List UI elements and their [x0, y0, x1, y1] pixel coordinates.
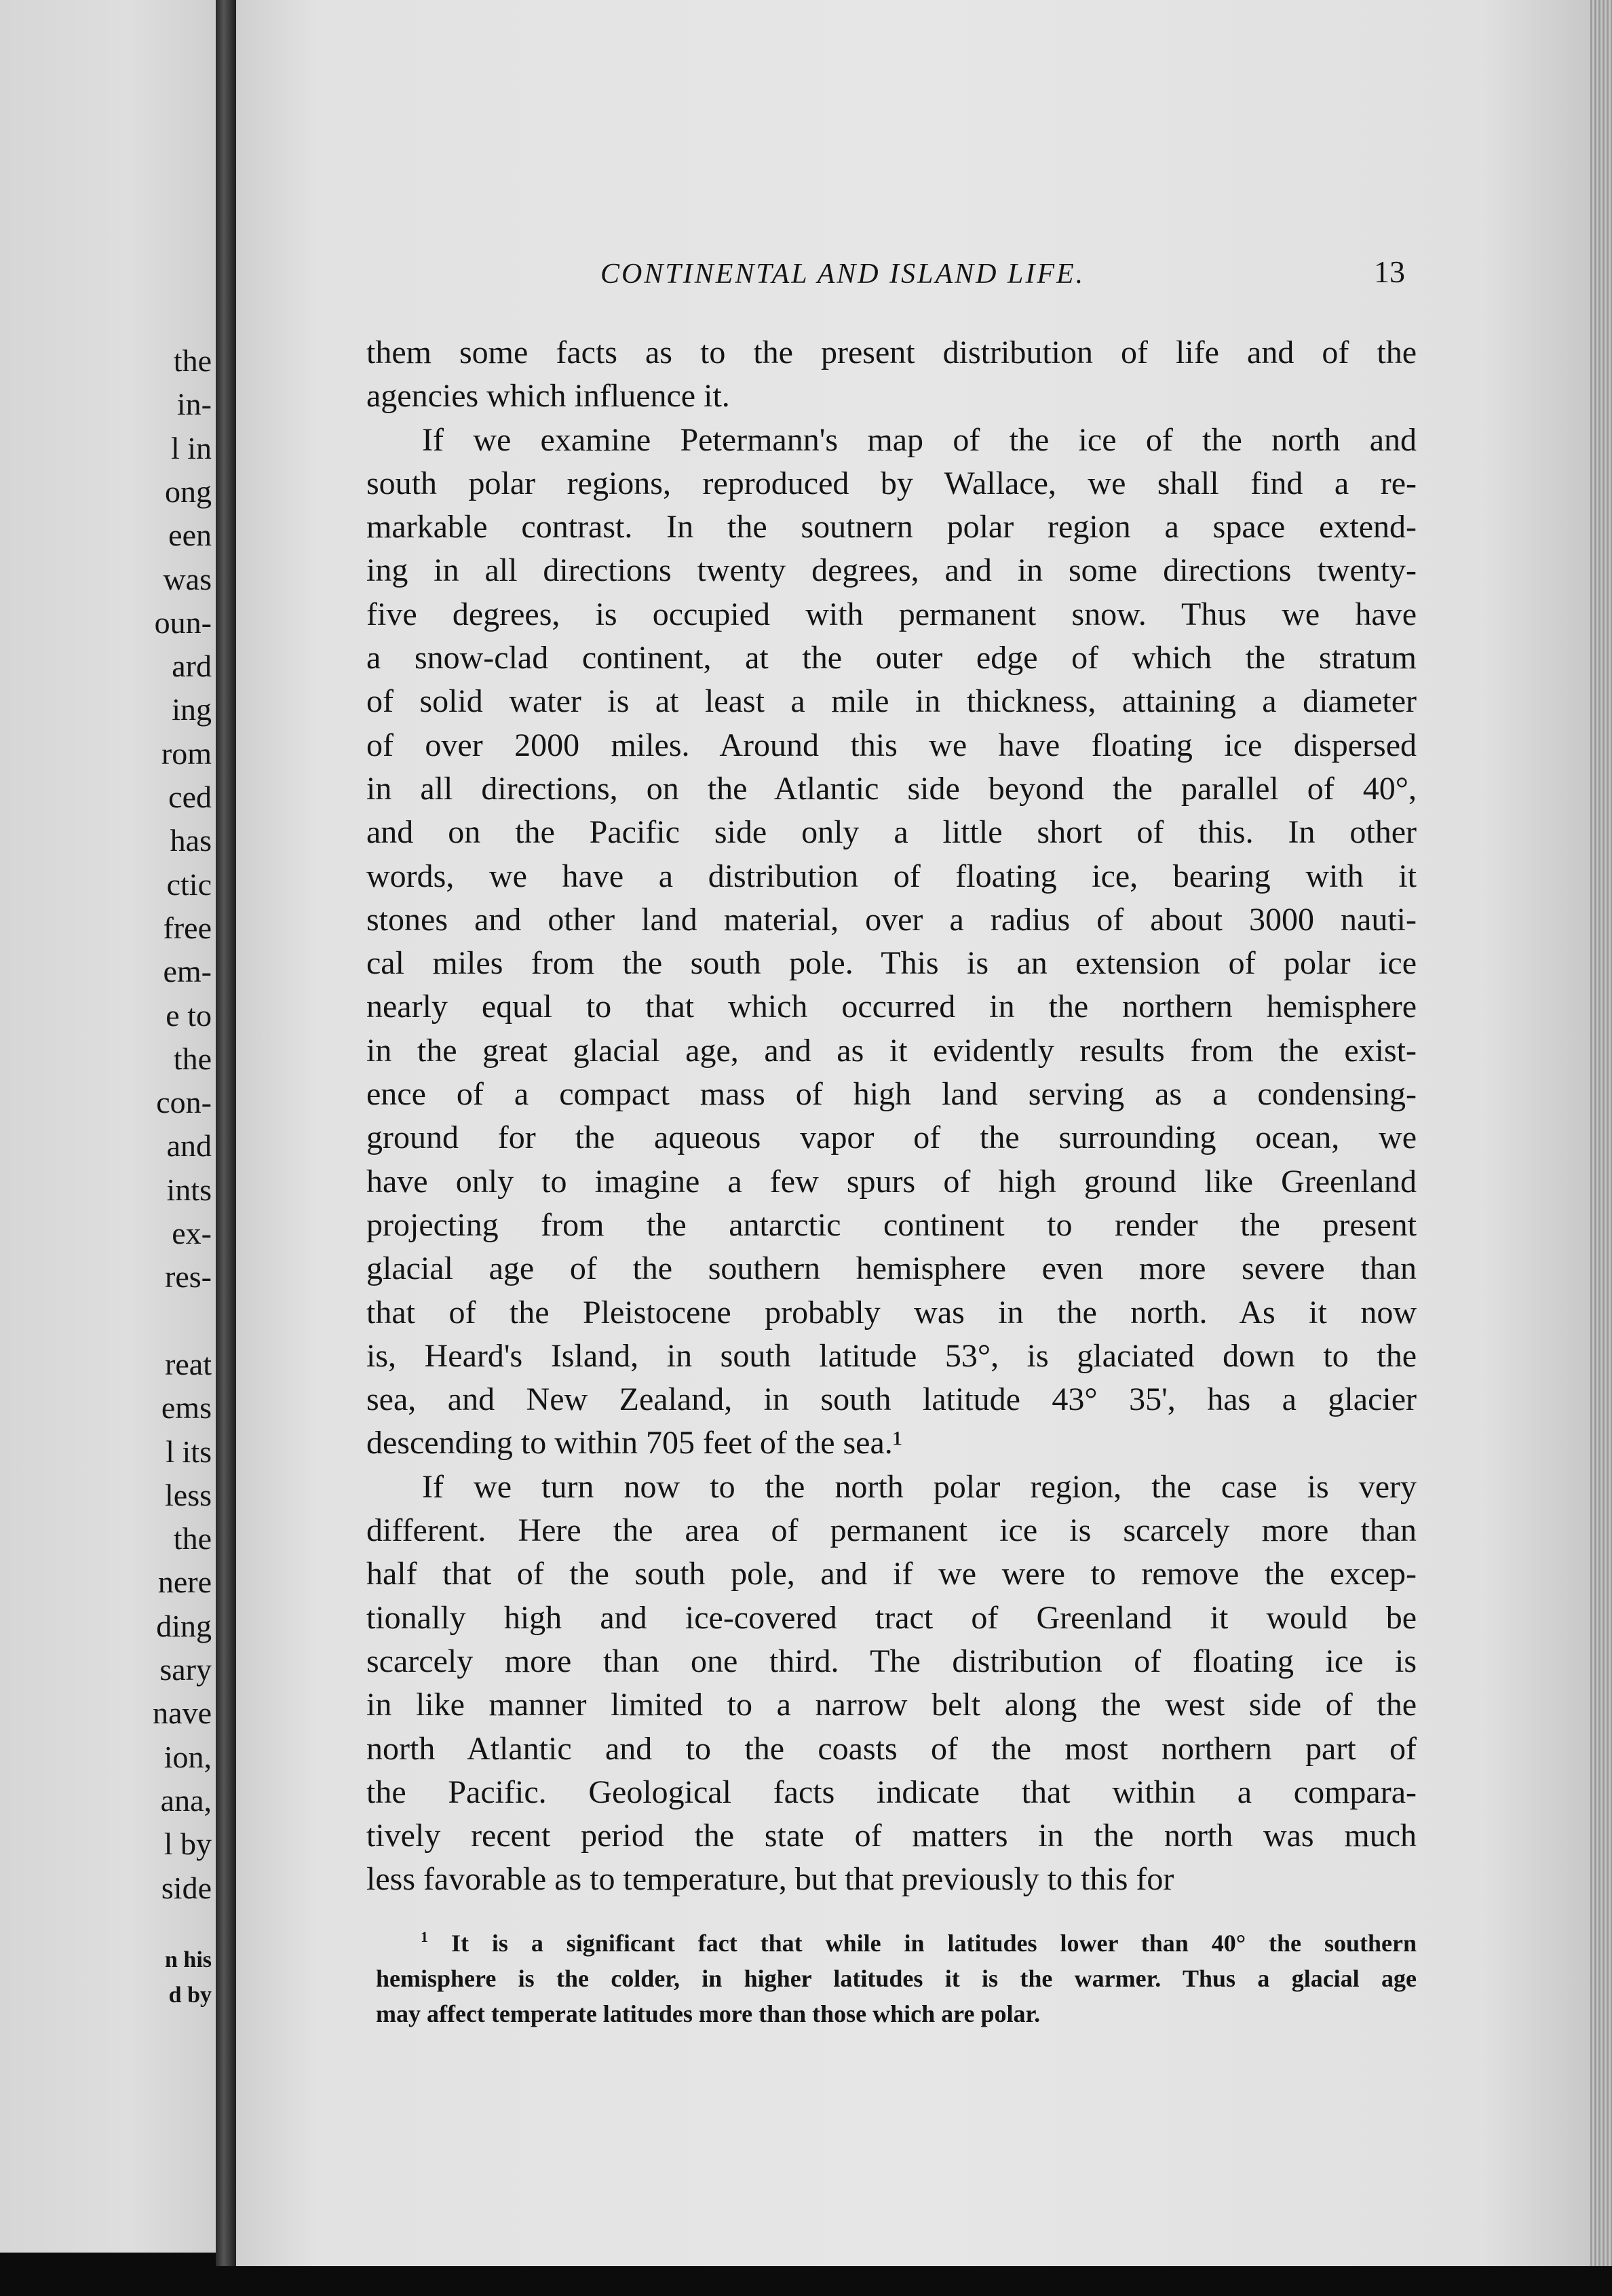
footnote-line: may affect temperate latitudes more than those which are polar. — [376, 2000, 1041, 2027]
text-line: cal miles from the south pole. This is an extension of polar ice — [366, 945, 1417, 982]
text-line: agencies which influence it. — [366, 378, 730, 415]
text-line: a snow-clad continent, at the outer edge of which the stratum — [366, 640, 1417, 676]
text-line: that of the Pleistocene probably was in the north. As it now — [366, 1294, 1417, 1331]
text-line: ground for the aqueous vapor of the surrounding ocean, we — [366, 1120, 1417, 1156]
facing-page-line: less — [165, 1477, 212, 1512]
footnote-line — [376, 1926, 1417, 1961]
facing-page-line: ex- — [172, 1216, 212, 1250]
facing-page-line: rom — [161, 735, 212, 771]
facing-page-line: has — [170, 823, 212, 858]
facing-page-line: em- — [163, 954, 212, 989]
paragraph — [366, 1466, 1417, 1902]
text-line: of over 2000 miles. Around this we have floating ice dispersed — [366, 727, 1417, 763]
text-line: If we turn now to the north polar region, the case is very — [422, 1468, 1417, 1505]
text-line: and on the Pacific side only a little short of this. In other — [366, 814, 1417, 851]
text-line: scarcely more than one third. The distribution of floating ice is — [366, 1643, 1417, 1679]
facing-page-line: side — [161, 1870, 212, 1905]
text-line: of solid water is at least a mile in thickness, attaining a diameter — [366, 683, 1417, 720]
facing-page-line: l by — [164, 1826, 212, 1862]
facing-page-line: the — [173, 1041, 212, 1076]
page-edge — [1590, 0, 1612, 2266]
text-line: different. Here the area of permanent ice is scarcely more than — [366, 1512, 1417, 1549]
paragraph — [366, 331, 1417, 419]
facing-page-line: ana, — [160, 1782, 212, 1818]
text-line: sea, and New Zealand, in south latitude 43° 35', has a glacier — [366, 1381, 1417, 1418]
facing-page-line: ong — [165, 474, 212, 509]
facing-page-line: was — [163, 561, 212, 596]
text-line: have only to imagine a few spurs of high ground like Greenland — [366, 1163, 1417, 1200]
facing-page-line: l its — [166, 1434, 212, 1469]
text-line: is, Heard's Island, in south latitude 53°, is glaciated down to the — [366, 1337, 1417, 1374]
text-line: descending to within 705 feet of the sea.¹ — [366, 1425, 903, 1461]
footnote — [376, 1926, 1417, 2031]
text-line: glacial age of the southern hemisphere even more severe than — [366, 1250, 1417, 1287]
facing-page-line: the — [173, 1521, 212, 1556]
facing-page-line: nere — [157, 1565, 212, 1600]
facing-page-line: l in — [170, 430, 212, 465]
text-line: in all directions, on the Atlantic side beyond the parallel of 40°, — [366, 770, 1417, 807]
facing-page-note: d by — [168, 1983, 212, 2008]
text-line: south polar regions, reproduced by Wallace, we shall find a re- — [366, 465, 1417, 501]
book-gutter — [216, 0, 236, 2266]
facing-page-line: een — [168, 518, 212, 553]
facing-page-line: e to — [166, 997, 212, 1033]
text-line: them some facts as to the present distribution of life and of the — [366, 334, 1417, 370]
facing-page-line: ems — [161, 1390, 212, 1426]
facing-page-line: and — [166, 1128, 212, 1164]
text-line: north Atlantic and to the coasts of the most northern part of — [366, 1730, 1417, 1767]
facing-page-line: nave — [153, 1696, 212, 1731]
text-line: in the great glacial age, and as it evidently results from the exist- — [366, 1032, 1417, 1069]
facing-page-line: ints — [166, 1172, 212, 1207]
facing-page-line: ion, — [164, 1739, 212, 1774]
text-line: nearly equal to that which occurred in the northern hemisphere — [366, 989, 1417, 1025]
footnote-marker: 1 — [421, 1928, 428, 1945]
footnote-text: It is a significant fact that while in latitudes lower than 40° the southern — [428, 1930, 1417, 1957]
facing-page-line: ced — [168, 780, 212, 814]
facing-page-line: con- — [156, 1085, 212, 1120]
text-line: the Pacific. Geological facts indicate that within a compara- — [366, 1774, 1417, 1810]
facing-page-line: res- — [165, 1259, 212, 1295]
running-title: CONTINENTAL AND ISLAND LIFE. — [600, 259, 1086, 290]
facing-page-line: free — [163, 910, 212, 945]
facing-page-line: ding — [156, 1608, 212, 1643]
text-line: five degrees, is occupied with permanent snow. Thus we have — [366, 596, 1417, 632]
page-number: 13 — [1374, 254, 1405, 289]
text-line: tively recent period the state of matters in the north was much — [366, 1818, 1417, 1854]
facing-page-line: in- — [176, 387, 212, 422]
facing-page-fragment — [0, 0, 216, 2253]
text-line: tionally high and ice-covered tract of Greenland it would be — [366, 1599, 1417, 1636]
facing-page-line: ard — [172, 649, 212, 684]
paragraph — [366, 419, 1417, 1466]
text-line: ence of a compact mass of high land serving as a condensing- — [366, 1076, 1417, 1113]
body-text — [366, 331, 1417, 1902]
facing-page-line: the — [173, 343, 212, 378]
facing-page-note: n his — [165, 1947, 212, 1972]
facing-page-line: reat — [165, 1346, 212, 1381]
text-line: projecting from the antarctic continent to render the present — [366, 1206, 1417, 1243]
text-line: If we examine Petermann's map of the ice of the north and — [422, 421, 1417, 458]
text-line: less favorable as to temperature, but that previously to this for — [366, 1861, 1174, 1898]
text-line: ing in all directions twenty degrees, and in some directions twenty- — [366, 552, 1417, 589]
text-line: markable contrast. In the soutnern polar region a space extend- — [366, 509, 1417, 546]
facing-page-line: oun- — [154, 605, 212, 640]
text-line: half that of the south pole, and if we were to remove the excep- — [366, 1556, 1417, 1592]
facing-page-line: sary — [159, 1652, 212, 1687]
facing-page-line: ctic — [166, 866, 212, 902]
text-line: stones and other land material, over a radius of about 3000 nauti- — [366, 901, 1417, 938]
facing-page-line: ing — [172, 692, 212, 727]
text-line: words, we have a distribution of floating ice, bearing with it — [366, 858, 1417, 894]
footnote-line: hemisphere is the colder, in higher latitudes it is the warmer. Thus a glacial age — [376, 1965, 1417, 1992]
text-line: in like manner limited to a narrow belt along the west side of the — [366, 1687, 1417, 1723]
